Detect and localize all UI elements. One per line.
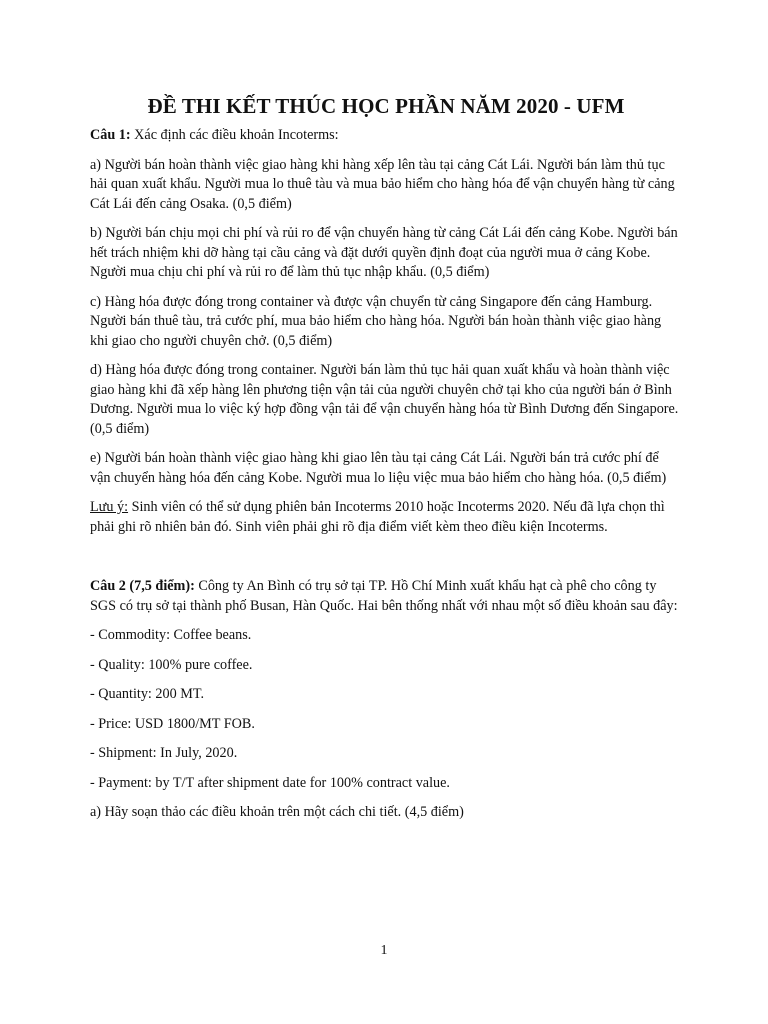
term-shipment: - Shipment: In July, 2020. — [90, 745, 238, 761]
term-quantity: - Quantity: 200 MT. — [90, 686, 205, 702]
section-spacer — [90, 537, 682, 577]
note-label: Lưu ý: — [90, 499, 129, 515]
question-1-intro: Xác định các điều khoản Incoterms: — [130, 127, 339, 143]
question-2-heading — [90, 577, 682, 616]
question-1-item-d: d) Hàng hóa được đóng trong container. Người bán làm thủ tục hải quan xuất khẩu và hoàn thành việc giao hàng khi đã xếp hàng lên phương tiện vận tải của người chuyên chở tại kho của người bán ở Bình Dương. Người mua lo việc ký hợp đồng vận tải để vận chuyển hàng hóa từ Bình Dương đến Singapore. (0,5 điểm) — [90, 362, 679, 437]
term-price: - Price: USD 1800/MT FOB. — [90, 715, 255, 732]
term-quality: - Quality: 100% pure coffee. — [90, 656, 253, 673]
question-1-item-e: e) Người bán hoàn thành việc giao hàng khi giao lên tàu tại cảng Cát Lái. Người bán trả cước phí để vận chuyển hàng hóa đến cảng Kobe. Người mua lo liệu việc mua bảo hiểm cho hàng hóa. (0,5 điểm) — [90, 450, 667, 486]
question-1-note — [90, 498, 682, 537]
page-number: 1 — [380, 943, 388, 958]
question-2-task-a: a) Hãy soạn thảo các điều khoản trên một cách chi tiết. (4,5 điểm) — [90, 804, 464, 820]
question-1-item-a: a) Người bán hoàn thành việc giao hàng khi hàng xếp lên tàu tại cảng Cát Lái. Người bán làm thủ tục hải quan xuất khẩu. Người mua lo thuê tàu và mua bảo hiểm cho hàng hóa để vận chuyển hàng từ cảng Cát Lái đến cảng Osaka. (0,5 điểm) — [90, 156, 675, 212]
question-2-label: Câu 2 (7,5 điểm): — [90, 578, 195, 594]
term-commodity: - Commodity: Coffee beans. — [90, 627, 252, 643]
document-body — [90, 92, 682, 833]
question-1-heading — [90, 126, 682, 146]
term-payment: - Payment: by T/T after shipment date for 100% contract value. — [90, 774, 450, 791]
question-1-item-c: c) Hàng hóa được đóng trong container và được vận chuyển từ cảng Singapore đến cảng Hamburg. Người bán thuê tàu, trả cước phí, mua bảo hiểm cho hàng hóa. Người bán hoàn thành việc giao hàng khi giao cho người chuyên chở. (0,5 điểm) — [90, 293, 662, 349]
question-2-terms — [90, 626, 682, 793]
question-1-item-b: b) Người bán chịu mọi chi phí và rủi ro để vận chuyển hàng từ cảng Cát Lái đến cảng Kobe. Người bán hết trách nhiệm khi dỡ hàng tại cầu cảng và đặt dưới quyền định đoạt của người mua ở cảng Kobe. Người mua chịu chi phí và rủi ro để làm thủ tục nhập khẩu. (0,5 điểm) — [90, 225, 678, 280]
question-1-label: Câu 1: — [90, 127, 131, 143]
question-2-intro: Công ty An Bình có trụ sở tại TP. Hồ Chí Minh xuất khẩu hạt cà phê cho công ty SGS có trụ sở tại thành phố Busan, Hàn Quốc. Hai bên thống nhất với nhau một số điều khoản sau đây: — [90, 578, 678, 614]
note-text: Sinh viên có thể sử dụng phiên bản Incoterms 2010 hoặc Incoterms 2020. Nếu đã lựa chọn thì phải ghi rõ nhiên bản đó. Sinh viên phải ghi rõ địa điểm viết kèm theo điều kiện Incoterms. — [90, 499, 665, 535]
exam-title: ĐỀ THI KẾT THÚC HỌC PHẦN NĂM 2020 - UFM — [147, 94, 625, 118]
